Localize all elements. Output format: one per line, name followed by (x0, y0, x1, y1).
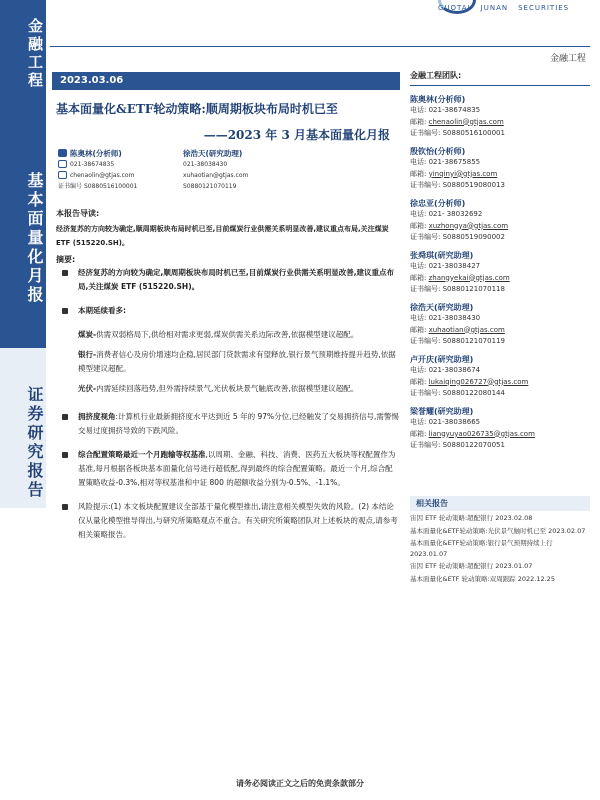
bullet-icon (62, 414, 68, 420)
member-email-link[interactable]: yinqinyi@gtjas.com (428, 169, 498, 178)
team-member (410, 354, 590, 400)
member-email[interactable]: 邮箱: xuhaotian@gtjas.com (410, 325, 505, 334)
author-1 (58, 148, 137, 192)
member-email-link[interactable]: chenaolin@gtjas.com (428, 117, 504, 126)
author-email: chenaolin@gtjas.com (70, 172, 135, 179)
guide-body: 经济复苏的方向较为确定,顺周期板块布局时机已至,目前煤炭行业供需关系明显改善,建议重点布局,关注煤炭 ETF (515220.SH)。 (56, 225, 389, 247)
abstract-point: 拥挤度视角:计算机行业最新拥挤度水平达到近 5 年的 97%分位,已经触发了交易拥挤信号,需警惕交易过度拥挤导致的下跌风险。 (62, 410, 400, 438)
member-name: 张舜琪(研究助理) (410, 250, 474, 260)
team-member (410, 302, 590, 348)
member-tel: 电话: 021-38038665 (410, 418, 481, 426)
team-member (410, 250, 590, 296)
member-cert: 证书编号: S0880516100001 (410, 129, 505, 137)
related-report-item[interactable]: 基本面量化&ETF轮动策略:光伏景气触时机已至 2023.02.07 (410, 526, 586, 535)
header-section: 金融工程 (549, 54, 586, 64)
member-name: 徐浩天(研究助理) (410, 302, 474, 312)
member-email[interactable]: 邮箱: liangyuyao026735@gtjas.com (410, 429, 535, 438)
left-bar-doc-type: 证券研究报告 (0, 348, 46, 508)
related-reports-title: 相关报告 (410, 496, 590, 511)
author-cert: S0880516100001 (83, 183, 138, 190)
member-name: 殷钦怡(分析师) (410, 146, 466, 156)
bullet-icon (62, 504, 68, 510)
member-name: 徐忠亚(分析师) (410, 198, 466, 208)
team-list (410, 94, 590, 452)
author-name: 陈奥林(分析师) (70, 149, 122, 158)
left-bar-section: 金融工程 (0, 0, 46, 100)
author-tel: 021-38038430 (183, 161, 228, 168)
footer-disclaimer: 请务必阅读正文之后的免责条款部分 (236, 778, 364, 788)
left-bar-report-type: 基本面量化月报 (0, 100, 46, 348)
header-divider (50, 46, 590, 47)
abstract-title: 摘要: (56, 255, 76, 264)
member-email-link[interactable]: zhangyekai@gtjas.com (428, 273, 510, 282)
member-email-link[interactable]: liangyuyao026735@gtjas.com (428, 429, 535, 438)
bullet-icon (62, 452, 68, 458)
member-cert: 证书编号: S0880519080013 (410, 181, 505, 189)
team-title: 金融工程团队: (410, 70, 590, 86)
guide-title: 本报告导读: (56, 209, 100, 218)
author-cert: S0880121070119 (183, 183, 237, 190)
member-tel: 电话: 021-38038430 (410, 314, 481, 322)
abstract-point: 风险提示:(1) 本文板块配置建议全部基于量化模型推出,请注意相关模型失效的风险。(2) 本结论仅从量化模型推导得出,与研究所策略观点不重合。有关研究所策略团队对上述板块的观点,请参考相关策略报告。 (62, 500, 400, 542)
abstract-point: 经济复苏的方向较为确定,顺周期板块布局时机已至,目前煤炭行业供需关系明显改善,建议重点布局,关注煤炭 ETF (515220.SH)。 (62, 266, 400, 294)
abstract-point: 综合配置策略最近一个月跑输等权基准,以周期、金融、科技、消费、医药五大板块等权配置作为基准,每月根据各板块基本面量化信号进行超低配,得到最终的综合配置策略。最近一个月,综合配置策略收益-0.3%,相对等权基准和中证 800 的超额收益分别为-0.5%、-1.1%。 (62, 448, 400, 490)
member-tel: 电话: 021- 38032692 (410, 210, 483, 218)
team-member (410, 406, 590, 452)
member-tel: 电话: 021-38038427 (410, 262, 481, 270)
member-cert: 证书编号: S0880519090002 (410, 233, 505, 241)
author-cert-label: 证书编号 (58, 183, 83, 190)
member-cert: 证书编号: S0880121070118 (410, 285, 505, 293)
member-cert: 证书编号: S0880122080144 (410, 389, 505, 397)
author-2 (179, 148, 248, 192)
abstract-subpoint: 光伏-内需延续回落趋势,但外需持续景气,光伏板块景气触底改善,依据模型建议超配。 (78, 384, 359, 393)
member-tel: 电话: 021-38038674 (410, 366, 481, 374)
bullet-icon (62, 308, 68, 314)
member-name: 陈奥林(分析师) (410, 94, 466, 104)
email-icon (58, 171, 67, 179)
member-email-link[interactable]: lukaiqing026727@gtjas.com (428, 377, 529, 386)
team-member (410, 94, 590, 140)
abstract-subpoint: 煤炭-供需双弱格局下,供给相对需求更弱,煤炭供需关系边际改善,依据模型建议超配。 (78, 330, 359, 339)
member-email-link[interactable]: xuhaotian@gtjas.com (428, 325, 505, 334)
member-cert: 证书编号: S0880122070051 (410, 441, 505, 449)
logo-text-securities: SECURITIES (518, 4, 570, 12)
author-name: 徐浩天(研究助理) (183, 149, 243, 158)
logo-text-junan: JUNAN (480, 4, 509, 12)
related-reports-list (410, 513, 590, 586)
abstract-subpoint: 银行-消费者信心及房价增速均企稳,居民部门贷款需求有望释放,银行景气预期维持提升趋势,依据模型建议超配。 (78, 350, 396, 373)
logo-text-guotai: GUOTAI (438, 4, 471, 12)
member-cert: 证书编号: S0880121070119 (410, 337, 505, 345)
member-email[interactable]: 邮箱: xuzhongya@gtjas.com (410, 221, 509, 230)
report-date: 2023.03.06 (52, 72, 400, 90)
author-tel: 021-38674835 (70, 161, 115, 168)
author-email: xuhaotian@gtjas.com (183, 172, 249, 179)
related-report-item[interactable]: 基本面量化&ETF 轮动策略:双周跟踪 2022.12.25 (410, 574, 555, 583)
member-email[interactable]: 邮箱: chenaolin@gtjas.com (410, 117, 504, 126)
left-bar (0, 0, 46, 800)
member-name: 卢开庆(研究助理) (410, 354, 474, 364)
abstract-body (62, 266, 400, 552)
member-tel: 电话: 021-38674835 (410, 106, 481, 114)
team-member (410, 198, 590, 244)
related-report-item[interactable]: 宙因 ETF 轮动策略:超配银行 2023.01.07 (410, 562, 533, 570)
member-tel: 电话: 021-38675855 (410, 158, 481, 166)
company-logo (438, 0, 588, 16)
report-subtitle: ——2023 年 3 月基本面量化月报 (203, 128, 390, 142)
member-email[interactable]: 邮箱: lukaiqing026727@gtjas.com (410, 377, 529, 386)
related-report-item[interactable]: 宙因 ETF 轮动策略:超配银行 2023.02.08 (410, 514, 533, 522)
member-email-link[interactable]: xuzhongya@gtjas.com (428, 221, 509, 230)
abstract-point: 本期延续看多: (62, 304, 400, 318)
member-email[interactable]: 邮箱: zhangyekai@gtjas.com (410, 273, 510, 282)
report-title: 基本面量化&ETF轮动策略:顺周期板块布局时机已至 (56, 102, 338, 116)
member-name: 梁誉耀(研究助理) (410, 406, 474, 416)
team-member (410, 146, 590, 192)
bullet-icon (62, 270, 68, 276)
author-block (54, 148, 404, 198)
member-email[interactable]: 邮箱: yinqinyi@gtjas.com (410, 169, 498, 178)
related-report-item[interactable]: 基本面量化&ETF轮动策略:银行景气预期持续上行 2023.01.07 (410, 539, 553, 558)
phone-icon (58, 160, 67, 168)
team-sidebar (410, 70, 590, 458)
person-icon (58, 149, 67, 157)
